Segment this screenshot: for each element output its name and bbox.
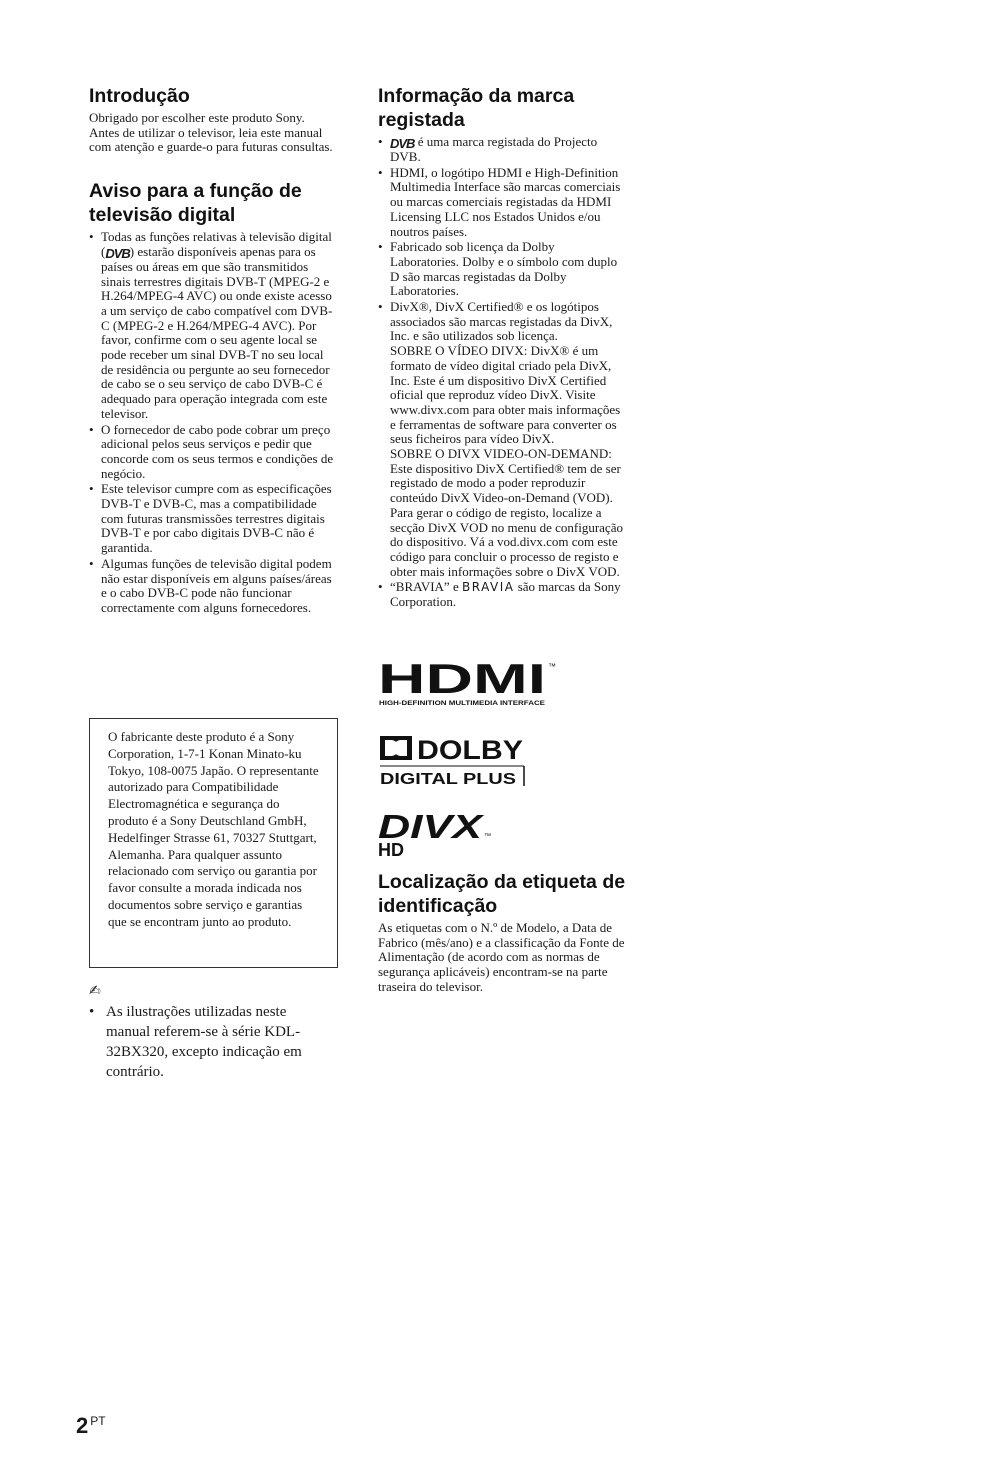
list-item: • Este televisor cumpre com as especificações DVB-T e DVB-C, mas a compatibilidade com futuras transmissões terrestres digitais DVB-T e por cabo digitais DVB-C não é garantida.	[89, 482, 337, 556]
digital-tv-heading: Aviso para a função de televisão digital	[89, 180, 302, 227]
note-pencil-icon: ✍	[89, 983, 101, 999]
svg-text:DIVX: DIVX	[378, 810, 485, 845]
manufacturer-text: O fabricante deste produto é a Sony Corporation, 1-7-1 Konan Minato-ku Tokyo, 108-0075 Japão. O representante autorizado para Compatibilidade Electromagnética e segurança do produto é a Sony Deutschland GmbH, Hedelfinger Strasse 61, 70327 Stuttgart, Alemanha. Para qualquer assunto relacionado com serviço ou garantia por favor consulte a morada indicada nos documentos sobre serviço e garantias que se encontram junto ao produto.	[108, 729, 319, 929]
manufacturer-notice-box	[89, 718, 338, 968]
bravia-logo-icon: BRAVIA	[461, 580, 515, 595]
note-item: • As ilustrações utilizadas neste manual referem-se à série KDL-32BX320, excepto indicação em contrário.	[89, 1002, 329, 1082]
label-section	[378, 870, 626, 995]
hdmi-logo-icon	[378, 660, 568, 708]
page-number: 2 $^{PT}$	[76, 1413, 106, 1438]
dolby-digital-plus-logo-icon	[378, 734, 538, 790]
svg-text:HDMI: HDMI	[378, 660, 546, 702]
list-item: • HDMI, o logótipo HDMI e High-Definition Multimedia Interface são marcas comerciais ou marcas comerciais registadas da HDMI Licensing LLC nos Estados Unidos e/ou noutros países.	[378, 166, 626, 240]
list-item: • Fabricado sob licença da Dolby Laboratories. Dolby e o símbolo com duplo D são marcas registadas da Dolby Laboratories.	[378, 240, 626, 299]
svg-text:™: ™	[484, 833, 491, 840]
svg-text:DOLBY: DOLBY	[417, 735, 523, 765]
note-list	[89, 1002, 329, 1082]
list-item: • DivX®, DivX Certified® e os logótipos associados são marcas registadas da DivX, Inc. e são utilizados sob licença. SOBRE O VÍDEO DIVX: DivX® é um formato de vídeo digital criado pela DivX, Inc. Este é um dispositivo DivX Certified oficial que reproduz vídeo DivX. Visite www.divx.com para obter mais informações e ferramentas de software para converter os seus ficheiros para vídeo DivX. SOBRE O DIVX VIDEO-ON-DEMAND: Este dispositivo DivX Certified® tem de ser registado de modo a poder reproduzir conteúdo DivX Video-on-Demand (VOD). Para gerar o código de registo, localize a secção DivX VOD no menu de configuração do dispositivo. Vá a vod.divx.com com este código para concluir o processo de registo e obter mais informações sobre o DivX VOD.	[378, 300, 626, 579]
list-item: • DVB é uma marca registada do Projecto DVB.	[378, 135, 626, 165]
intro-heading: Introdução	[89, 85, 190, 107]
svg-text:DIGITAL PLUS: DIGITAL PLUS	[380, 771, 517, 788]
svg-text:HD: HD	[378, 840, 404, 858]
dvb-logo-icon: DVB	[105, 245, 130, 261]
trademark-list	[378, 135, 626, 610]
label-location-text: As etiquetas com o N.º de Modelo, a Data de Fabrico (mês/ano) e a classificação da Fonte de Alimentação (de acordo com as normas de segurança aplicáveis) encontram-se na parte traseira do televisor.	[378, 920, 625, 994]
trademark-heading: Informação da marca registada	[378, 85, 575, 131]
list-item: • O fornecedor de cabo pode cobrar um preço adicional pelos seus serviços e pedir que concorde com os seus termos e condições de negócio.	[89, 423, 337, 482]
left-column	[89, 84, 337, 617]
list-item: • Todas as funções relativas à televisão digital (DVB) estarão disponíveis apenas para os países ou áreas em que são transmitidos sinais terrestres digitais DVB-T (MPEG-2 e H.264/MPEG-4 AVC) ou onde existe acesso a um serviço de cabo compatível com DVB-C (MPEG-2 e H.264/MPEG-4 AVC). Por favor, confirme com o seu agente local se pode receber um sinal DVB-T no seu local de residência ou pergunte ao seu fornecedor de cabo se o seu serviço de cabo DVB-C é adequado para operação integrada com este televisor.	[89, 230, 337, 421]
right-column	[378, 84, 626, 611]
divx-hd-logo-icon	[378, 810, 508, 858]
intro-text: Obrigado por escolher este produto Sony. Antes de utilizar o televisor, leia este manual com atenção e guarde-o para futuras consultas.	[89, 110, 333, 155]
svg-text:HIGH-DEFINITION MULTIMEDIA INT: HIGH-DEFINITION MULTIMEDIA INTERFACE	[379, 700, 546, 707]
list-item: • Algumas funções de televisão digital podem não estar disponíveis em alguns países/áreas e o cabo DVB-C pode não funcionar correctamente com alguns fornecedores.	[89, 557, 337, 616]
list-item: • “BRAVIA” e BRAVIA são marcas da Sony Corporation.	[378, 580, 626, 609]
dvb-logo-icon: DVB	[390, 136, 415, 151]
digital-tv-list	[89, 230, 337, 616]
label-location-heading: Localização da etiqueta de identificação	[378, 871, 626, 917]
svg-text:™: ™	[548, 662, 556, 671]
